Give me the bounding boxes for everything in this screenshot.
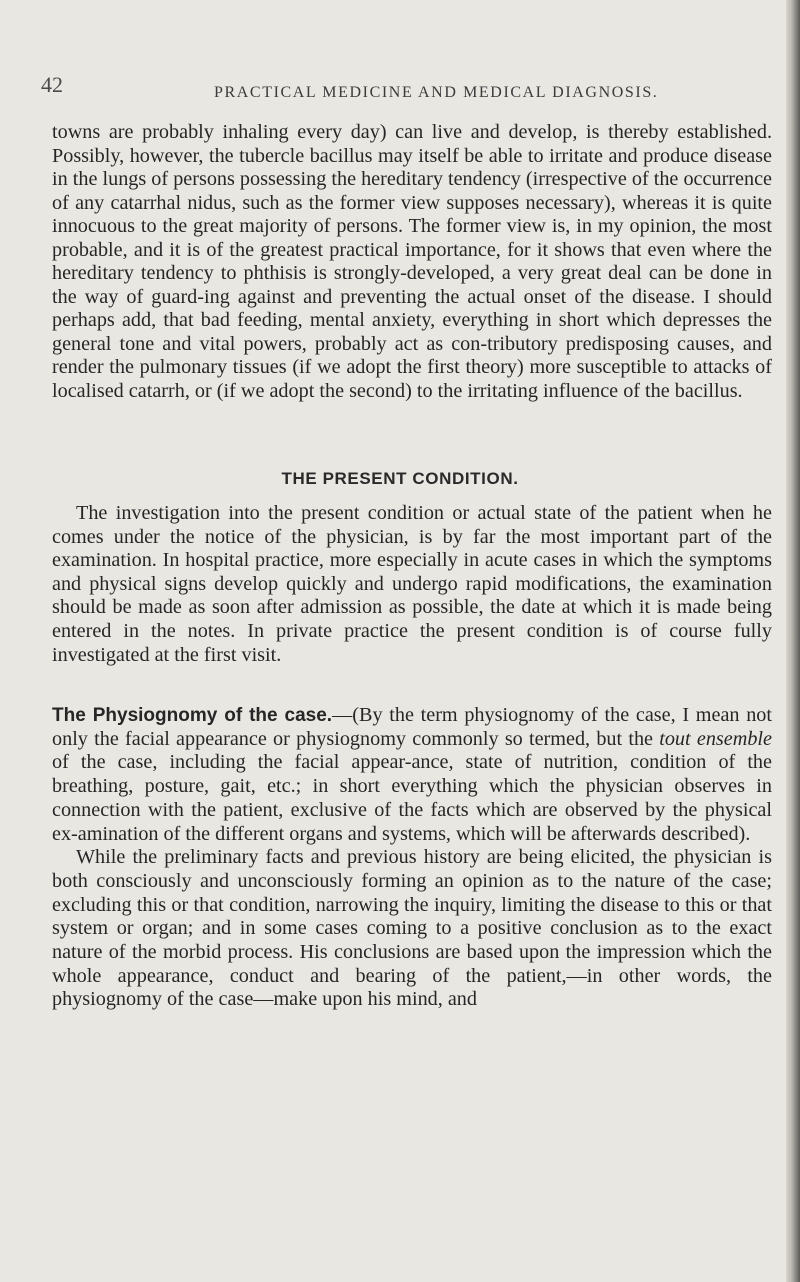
opening-paragraph-block <box>52 121 772 403</box>
physiognomy-heading: The Physiognomy of the case. <box>52 705 333 726</box>
present-condition-block <box>52 502 772 667</box>
present-condition-paragraph: The investigation into the present condition or actual state of the patient when he comes under the notice of the physician, is by far the most important part of the examination. In hospital practice, more especially in acute cases in which the symptoms and physical signs develop quickly and undergo rapid modifications, the examination should be made as soon after admission as possible, the date at which it is made being entered in the notes. In private practice the present condition is of course fully investigated at the first visit. <box>52 502 772 666</box>
physiognomy-italic: tout ensemble <box>659 727 772 750</box>
physiognomy-block <box>52 704 772 1012</box>
physiognomy-paragraph-2: While the preliminary facts and previous history are being elicited, the physician is both consciously and unconsciously forming an opinion as to the nature of the case; excluding this or that condition, narrowing the inquiry, limiting the disease to this or that system or organ; and in some cases coming to a positive conclusion as to the exact nature of the morbid process. His conclusions are based upon the impression which the whole appearance, conduct and bearing of the patient,—in other words, the physiognomy of the case—make upon his mind, and <box>52 846 772 1011</box>
physiognomy-paragraph <box>52 704 772 846</box>
section-heading: THE PRESENT CONDITION. <box>281 469 519 488</box>
page-edge <box>786 0 800 1282</box>
physiognomy-text-2: of the case, including the facial appear-ance, state of nutrition, condition of the breathing, posture, gait, etc.; in short everything which the physician observes in connection with the patient, exclusive of the facts which are observed by the physical ex-amination of the different organs and systems, which will be afterwards described). <box>52 751 772 845</box>
physiognomy-text-1: —(By the term physiognomy of the case, I mean not only the facial appearance or physiognomy commonly so termed, but the <box>52 704 772 750</box>
opening-paragraph: towns are probably inhaling every day) can live and develop, is thereby established. Possibly, however, the tubercle bacillus may itself be able to irritate and produce disease in the lungs of persons possessing the hereditary tendency (irrespective of the occurrence of any catarrhal nidus, such as the former view supposes necessary), whereas it is quite innocuous to the great majority of persons. The former view is, in my opinion, the most probable, and it is of the greatest practical importance, for it shows that even where the hereditary tendency to phthisis is strongly-developed, a very great deal can be done in the way of guard-ing against and preventing the actual onset of the disease. I should perhaps add, that bad feeding, mental anxiety, everything in short which depresses the general tone and vital powers, probably act as con-tributory predisposing causes, and render the pulmonary tissues (if we adopt the first theory) more susceptible to attacks of localised catarrh, or (if we adopt the second) to the irritating influence of the bacillus. <box>52 121 772 402</box>
page-number: 42 <box>41 72 63 97</box>
running-head: PRACTICAL MEDICINE AND MEDICAL DIAGNOSIS. <box>214 84 659 101</box>
